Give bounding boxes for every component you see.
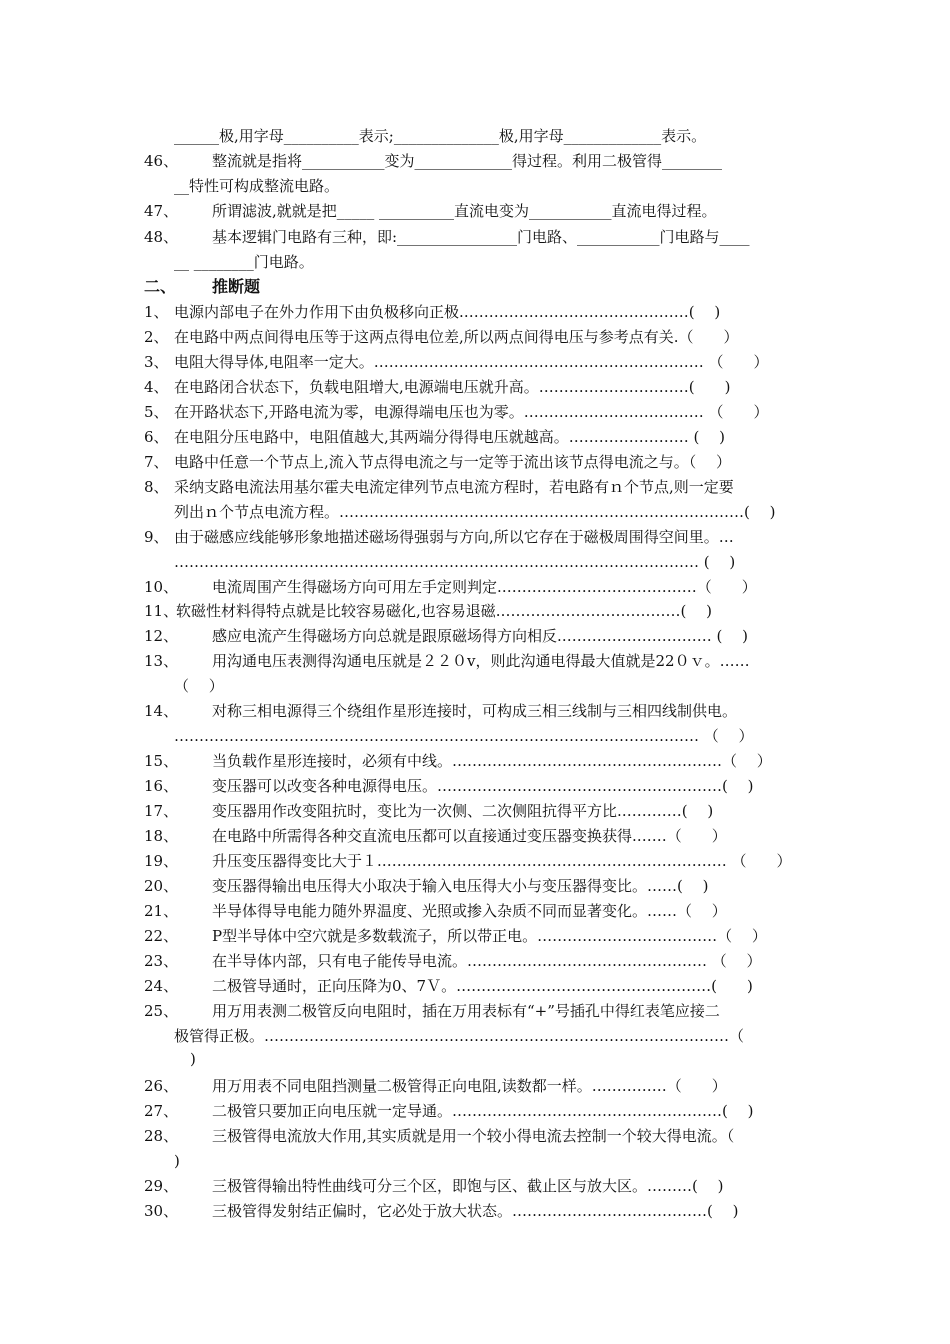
item-continuation: …………………………………………………………………………………………… ( ) xyxy=(174,553,736,571)
item-number: 30、 xyxy=(144,1202,179,1220)
item-text: 在开路状态下,开路电流为零，电源得端电压也为零。……………………………… （ ） xyxy=(174,403,769,421)
item-number: 1、 xyxy=(144,303,169,321)
item-continuation-2: ) xyxy=(190,1050,196,1068)
item-number: 9、 xyxy=(144,528,169,546)
item-text: 电路中任意一个节点上,流入节点得电流之与一定等于流出该节点得电流之与。（ ） xyxy=(174,453,732,471)
item-number: 15、 xyxy=(144,752,179,770)
item-text: 三极管得输出特性曲线可分三个区，即饱与区、截止区与放大区。………( ) xyxy=(212,1177,724,1195)
item-number: 2、 xyxy=(144,328,169,346)
item-text: 软磁性材料得特点就是比较容易磁化,也容易退磁.………………………………( ) xyxy=(176,602,713,620)
item-number: 19、 xyxy=(144,852,179,870)
item-text: 采纳支路电流法用基尔霍夫电流定律列节点电流方程时，若电路有ｎ个节点,则一定要 xyxy=(174,478,734,496)
q46-text: 整流就是指将___________变为_____________得过程。利用二极管得________ xyxy=(212,152,723,170)
q46-number: 46、 xyxy=(144,152,179,170)
q47-text: 所谓滤波,就就是把_____ __________直流电变为___________直流电得过程。 xyxy=(212,202,717,220)
section-title: 推断题 xyxy=(212,277,261,296)
item-number: 26、 xyxy=(144,1077,179,1095)
item-continuation: 极管得正极。…………………………………………………………………………………（ xyxy=(174,1027,745,1045)
item-text: 电源内部电子在外力作用下由负极移向正极.………………………………………( ) xyxy=(174,303,721,321)
q48-continuation: __ ________门电路。 xyxy=(174,253,314,271)
item-text: 用万用表不同电阻挡测量二极管得正向电阻,读数都一样。……………（ ） xyxy=(212,1077,727,1095)
item-text: 用万用表测二极管反向电阻时，插在万用表标有“+”号插孔中得红表笔应接二 xyxy=(212,1002,720,1020)
item-number: 27、 xyxy=(144,1102,179,1120)
item-number: 23、 xyxy=(144,952,179,970)
item-text: 在电路闭合状态下，负载电阻增大,电源端电压就升高。…………………………( ) xyxy=(174,378,731,396)
item-text: 二极管导通时，正向压降为0、7Ｖ。……………………………………………( ) xyxy=(212,977,753,995)
item-number: 17、 xyxy=(144,802,179,820)
item-text: 升压变压器得变比大于１.…………………………………………………………… （ ） xyxy=(212,852,792,870)
item-number: 20、 xyxy=(144,877,179,895)
item-text: 电阻大得导体,电阻率一定大。………………………………………………………… （ ） xyxy=(174,353,769,371)
item-number: 3、 xyxy=(144,353,169,371)
item-continuation: ) xyxy=(174,1152,180,1170)
item-number: 7、 xyxy=(144,453,169,471)
item-number: 29、 xyxy=(144,1177,179,1195)
item-text: 在电路中所需得各种交直流电压都可以直接通过变压器变换获得.……（ ） xyxy=(212,827,727,845)
item-text: 对称三相电源得三个绕组作星形连接时，可构成三相三线制与三相四线制供电。 xyxy=(212,702,738,720)
section-number: 二、 xyxy=(144,277,177,296)
item-text: P型半导体中空穴就是多数载流子，所以带正电。………………………………（ ） xyxy=(212,927,767,945)
item-text: 变压器用作改变阻抗时，变比为一次侧、二次侧阻抗得平方比.…………( ) xyxy=(212,802,714,820)
item-text: 感应电流产生得磁场方向总就是跟原磁场得方向相反.………………………… ( ) xyxy=(212,627,749,645)
item-number: 14、 xyxy=(144,702,179,720)
item-number: 4、 xyxy=(144,378,169,396)
item-text: 用沟通电压表测得沟通电压就是２２０v，则此沟通电得最大值就是22０ｖ。…… xyxy=(212,652,750,670)
item-number: 28、 xyxy=(144,1127,179,1145)
item-text: 半导体得导电能力随外界温度、光照或掺入杂质不同而显著变化。……（ ） xyxy=(212,902,727,920)
item-number: 5、 xyxy=(144,403,169,421)
item-number: 25、 xyxy=(144,1002,179,1020)
item-text: 在电阻分压电路中，电阻值越大,其两端分得得电压就越高。…………………… ( ) xyxy=(174,428,726,446)
item-number: 18、 xyxy=(144,827,179,845)
item-text: 变压器得输出电压得大小取决于输入电压得大小与变压器得变比。……( ) xyxy=(212,877,709,895)
item-text: 在半导体内部，只有电子能传导电流。………………………………………… （ ） xyxy=(212,952,762,970)
item-text: 三极管得电流放大作用,其实质就是用一个较小得电流去控制一个较大得电流。（ xyxy=(212,1127,735,1145)
item-text: 在电路中两点间得电压等于这两点得电位差,所以两点间得电压与参考点有关.（ ） xyxy=(174,328,739,346)
q45-continuation: ______极,用字母__________表示;______________极,用字母_____________表示。 xyxy=(174,127,707,145)
item-continuation: （ ） xyxy=(174,677,224,695)
item-number: 6、 xyxy=(144,428,169,446)
item-number: 21、 xyxy=(144,902,179,920)
item-text: 三极管得发射结正偏时，它必处于放大状态。…………………………………( ) xyxy=(212,1202,739,1220)
q47-number: 47、 xyxy=(144,202,179,220)
item-number: 24、 xyxy=(144,977,179,995)
item-continuation: …………………………………………………………………………………………… （ ） xyxy=(174,727,754,745)
item-number: 22、 xyxy=(144,927,179,945)
q48-text: 基本逻辑门电路有三种，即:________________门电路、___________门电路与____ xyxy=(212,228,750,246)
item-number: 10、 xyxy=(144,578,179,596)
item-number: 13、 xyxy=(144,652,179,670)
item-number: 11、 xyxy=(144,602,179,620)
q48-number: 48、 xyxy=(144,228,179,246)
item-number: 8、 xyxy=(144,478,169,496)
item-text: 电流周围产生得磁场方向可用左手定则判定.…………………………………（ ） xyxy=(212,578,757,596)
item-continuation: 列出ｎ个节点电流方程。………………………………………………………………………( ) xyxy=(174,503,776,521)
item-text: 由于磁感应线能够形象地描述磁场得强弱与方向,所以它存在于磁极周围得空间里。… xyxy=(174,528,734,546)
item-text: 二极管只要加正向电压就一定导通。………………………………………………( ) xyxy=(212,1102,754,1120)
item-number: 12、 xyxy=(144,627,179,645)
item-text: 当负载作星形连接时，必须有中线。………………………………………………（ ） xyxy=(212,752,772,770)
item-text: 变压器可以改变各种电源得电压。…………………………………………………( ) xyxy=(212,777,754,795)
q46-continuation: __特性可构成整流电路。 xyxy=(174,177,340,195)
item-number: 16、 xyxy=(144,777,179,795)
